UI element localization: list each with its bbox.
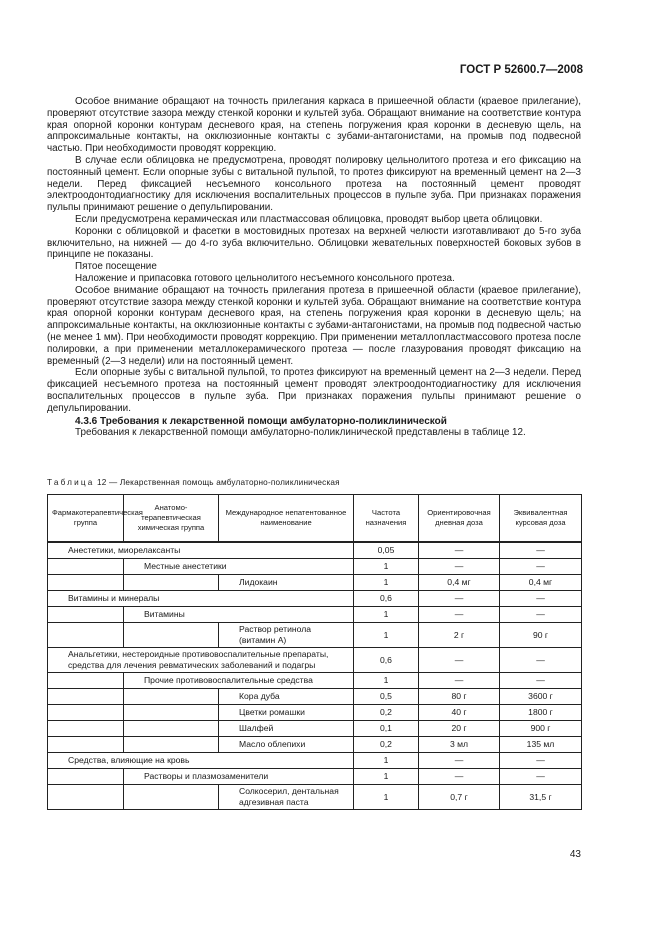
table-cell: — — [419, 542, 500, 559]
table-cell: 1 — [354, 575, 419, 591]
table-header-row — [48, 495, 582, 543]
table-cell: — — [500, 559, 582, 575]
table-cell: 0,4 мг — [419, 575, 500, 591]
table-cell: Цветки ромашки — [219, 705, 354, 721]
table-cell: — — [419, 607, 500, 623]
table-cell: Раствор ретинола (витамин А) — [219, 623, 354, 648]
table-row — [48, 785, 582, 810]
table-cell: Средства, влияющие на кровь — [48, 753, 354, 769]
table-cell: 40 г — [419, 705, 500, 721]
page-number: 43 — [569, 849, 581, 860]
table-cell: Шалфей — [219, 721, 354, 737]
standard-id: ГОСТ Р 52600.7—2008 — [459, 64, 583, 76]
empty-cell — [124, 623, 219, 648]
paragraph: Особое внимание обращают на точность прилегания протеза в пришеечной области (краевое прилегание), проверяют отсутствие зазора между стенкой коронки и культей зуба. Обращают внимание на соответствие контура края опорной коронки контурам десневого края, на степень погружения края коронки в десневую щель; на аппроксимальные контакты, на окклюзионные контакты с зубами-антагонистами, на промыв под подвесной частью (не менее 1 мм). При необходимости проводят коррекцию. При применении металлопластмассового протеза после полировки, а при применении металлокерамического протеза — после глазурования проводят фиксацию на временный (2—3 недели) или на постоянный цемент. — [47, 284, 581, 367]
table-row — [48, 623, 582, 648]
header-cell: Фармакотерапевтическая группа — [48, 495, 124, 543]
header-cell: Международное непатентованное наименование — [219, 495, 354, 543]
table-cell: Витамины — [124, 607, 354, 623]
caption-title: 12 — Лекарственная помощь амбулаторно-поликлиническая — [94, 478, 340, 487]
table-row — [48, 542, 582, 559]
table-cell: 1 — [354, 753, 419, 769]
paragraph: Особое внимание обращают на точность прилегания каркаса в пришеечной области (краевое прилегание), проверяют отсутствие зазора между стенкой коронки и культей зуба. Обращают внимание на соответствие контура края опорной коронки контурам десневого края, на степень погружения края коронки в десневую щель, на аппроксимальные контакты, на окклюзионные контакты с зубами-антагонистами, на промыв под подвесной частью. При необходимости проводят коррекцию. — [47, 96, 581, 155]
table-cell: — — [500, 591, 582, 607]
table-cell: 135 мл — [500, 737, 582, 753]
table-row — [48, 575, 582, 591]
table-cell: Витамины и минералы — [48, 591, 354, 607]
table-cell: 1 — [354, 673, 419, 689]
empty-cell — [124, 705, 219, 721]
empty-cell — [48, 705, 124, 721]
paragraph: Если предусмотрена керамическая или пластмассовая облицовка, проводят выбор цвета облицовки. — [75, 213, 543, 225]
header-cell: Частота назначения — [354, 495, 419, 543]
table-cell: 1 — [354, 623, 419, 648]
table-cell: 0,4 мг — [500, 575, 582, 591]
table-cell: 3600 г — [500, 689, 582, 705]
caption-prefix: Таблица — [47, 478, 95, 487]
table-cell: 0,6 — [354, 648, 419, 673]
table-cell: Лидокаин — [219, 575, 354, 591]
table-row — [48, 607, 582, 623]
table-cell: 80 г — [419, 689, 500, 705]
table-cell: — — [500, 673, 582, 689]
empty-cell — [48, 785, 124, 810]
empty-cell — [48, 737, 124, 753]
table-cell: Анестетики, миорелаксанты — [48, 542, 354, 559]
table-row — [48, 721, 582, 737]
table-cell: 31,5 г — [500, 785, 582, 810]
table-row — [48, 673, 582, 689]
table-cell: 1800 г — [500, 705, 582, 721]
table-cell: 1 — [354, 785, 419, 810]
table-cell: — — [419, 673, 500, 689]
empty-cell — [124, 737, 219, 753]
empty-cell — [124, 721, 219, 737]
table-cell: 3 мл — [419, 737, 500, 753]
table-row — [48, 689, 582, 705]
table-cell: Прочие противовоспалительные средства — [124, 673, 354, 689]
header-cell: Эквивалентная курсовая доза — [500, 495, 582, 543]
paragraph: Наложение и припасовка готового цельнолитого несъемного консольного протеза. — [75, 272, 455, 284]
empty-cell — [124, 785, 219, 810]
body-text — [47, 96, 581, 439]
table-cell: 900 г — [500, 721, 582, 737]
section-text: Требования к лекарственной помощи амбулаторно-поликлинической представлены в таблице 12. — [75, 427, 526, 439]
empty-cell — [48, 607, 124, 623]
table-row — [48, 769, 582, 785]
empty-cell — [48, 689, 124, 705]
header-cell: Ориентировочная дневная доза — [419, 495, 500, 543]
table-caption — [47, 478, 340, 487]
table-cell: Растворы и плазмозаменители — [124, 769, 354, 785]
table-cell: Солкосерил, дентальная адгезивная паста — [219, 785, 354, 810]
empty-cell — [48, 673, 124, 689]
table-body — [48, 542, 582, 810]
paragraph: Коронки с облицовкой и фасетки в мостовидных протезах на верхней челюсти изготавливают до 5-го зуба включительно, на нижней — до 4-го зуба включительно. Облицовки жевательных поверхностей боковых зубов в принципе не показаны. — [47, 225, 581, 261]
table-cell: — — [419, 753, 500, 769]
empty-cell — [48, 769, 124, 785]
table-row — [48, 648, 582, 673]
table-cell: — — [500, 648, 582, 673]
table-cell: — — [500, 753, 582, 769]
empty-cell — [48, 721, 124, 737]
table-cell: — — [500, 542, 582, 559]
table-cell: 0,6 — [354, 591, 419, 607]
paragraph: Пятое посещение — [75, 261, 157, 273]
table-cell: 20 г — [419, 721, 500, 737]
table-row — [48, 737, 582, 753]
table-cell: — — [419, 591, 500, 607]
empty-cell — [124, 575, 219, 591]
paragraph: Если опорные зубы с витальной пульпой, то протез фиксируют на временный цемент на 2—3 недели. Перед фиксацией несъемного протеза на постоянный цемент проводят электроодонтодиагностику для исключения воспалительных процессов в пульпе зуба. При признаках поражения пульпы принимают решение о депульпировании. — [47, 367, 581, 414]
table-cell: 0,1 — [354, 721, 419, 737]
table-cell: — — [419, 769, 500, 785]
table-cell: Масло облепихи — [219, 737, 354, 753]
table-cell: 1 — [354, 607, 419, 623]
table-cell: 1 — [354, 559, 419, 575]
table-cell: 0,7 г — [419, 785, 500, 810]
empty-cell — [124, 689, 219, 705]
empty-cell — [48, 623, 124, 648]
table-cell: 2 г — [419, 623, 500, 648]
table-cell: — — [500, 769, 582, 785]
table-cell: — — [419, 648, 500, 673]
table-cell: 0,2 — [354, 737, 419, 753]
empty-cell — [48, 559, 124, 575]
table-cell: 90 г — [500, 623, 582, 648]
section-heading: 4.3.6 Требования к лекарственной помощи амбулаторно-поликлинической — [75, 415, 447, 427]
table-row — [48, 705, 582, 721]
table-cell: 0,5 — [354, 689, 419, 705]
table-row — [48, 591, 582, 607]
table-cell: 0,2 — [354, 705, 419, 721]
table-row — [48, 753, 582, 769]
table-cell: Местные анестетики — [124, 559, 354, 575]
medication-table — [47, 494, 582, 810]
table-cell: — — [500, 607, 582, 623]
paragraph: В случае если облицовка не предусмотрена, проводят полировку цельнолитого протеза и его фиксацию на постоянный цемент. Если опорные зубы с витальной пульпой, то протез фиксируют на временный цемент на 2—3 недели. Перед фиксацией несъемного консольного протеза на постоянный цемент проводят электроодонтодиагностику для исключения воспалительных процессов в пульпе зуба. При признаках поражения пульпы принимают решение о депульпировании. — [47, 154, 581, 214]
table-cell: 0,05 — [354, 542, 419, 559]
table-cell: 1 — [354, 769, 419, 785]
table-cell: Анальгетики, нестероидные противовоспалительные препараты, средства для лечения ревматических заболеваний и подагры — [48, 648, 354, 673]
table-cell: Кора дуба — [219, 689, 354, 705]
table-cell: — — [419, 559, 500, 575]
table-row — [48, 559, 582, 575]
header-cell: Анатомо-терапевтическая химическая группа — [124, 495, 219, 543]
empty-cell — [48, 575, 124, 591]
